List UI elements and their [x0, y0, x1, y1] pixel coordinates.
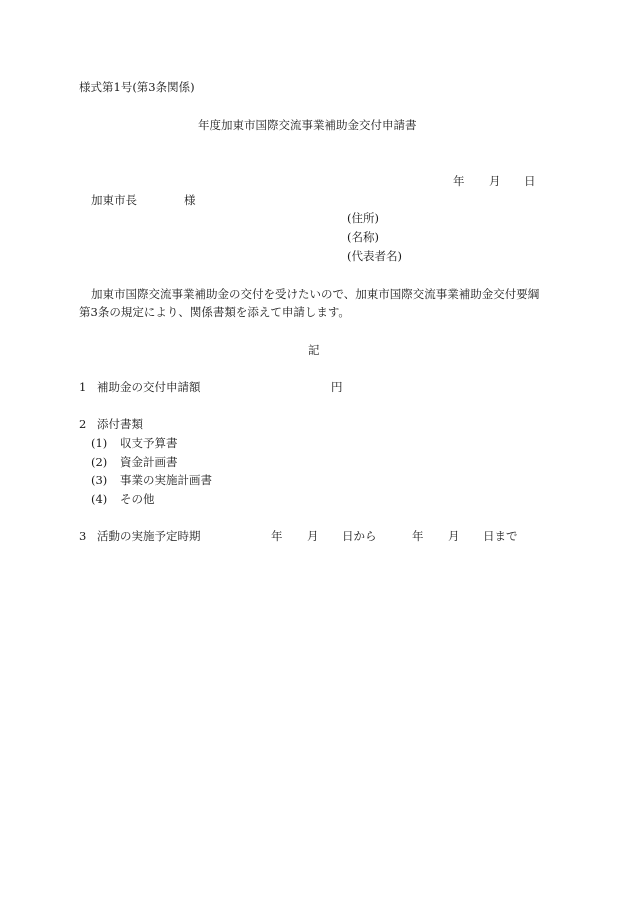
end-month: 月	[448, 529, 460, 543]
attachment-number: (2)	[91, 455, 108, 469]
start-month: 月	[307, 529, 319, 543]
item-3-number: 3	[79, 529, 87, 543]
form-number: 様式第1号(第3条関係)	[79, 80, 195, 94]
start-day: 日から	[342, 529, 377, 543]
start-year: 年	[271, 529, 283, 543]
addressee-honorific: 様	[184, 193, 196, 207]
item-2-number: 2	[79, 417, 87, 431]
end-year: 年	[412, 529, 424, 543]
body-line-1: 加東市国際交流事業補助金の交付を受けたいので、加東市国際交流事業補助金交付要綱	[91, 287, 540, 301]
attachment-number: (4)	[91, 492, 108, 506]
document-title: 年度加東市国際交流事業補助金交付申請書	[198, 118, 417, 132]
date-month: 月	[489, 174, 501, 188]
applicant-name-label: (名称)	[347, 230, 379, 244]
addressee-name: 加東市長	[91, 193, 137, 207]
date-day: 日	[524, 174, 536, 188]
end-day: 日まで	[483, 529, 518, 543]
body-line-2: 第3条の規定により、関係書類を添えて申請します。	[79, 305, 350, 319]
date-year: 年	[453, 174, 465, 188]
ki-heading: 記	[308, 343, 320, 357]
item-1-label: 補助金の交付申請額	[97, 380, 201, 394]
attachment-number: (1)	[91, 436, 108, 450]
attachment-text: 事業の実施計画書	[120, 473, 212, 487]
attachment-text: 収支予算書	[120, 436, 178, 450]
attachment-text: その他	[120, 492, 155, 506]
applicant-representative-label: (代表者名)	[347, 249, 402, 263]
item-2-label: 添付書類	[97, 417, 143, 431]
item-1-number: 1	[79, 380, 87, 394]
attachment-number: (3)	[91, 473, 108, 487]
applicant-address-label: (住所)	[347, 211, 379, 225]
item-1-unit: 円	[331, 380, 343, 394]
attachment-text: 資金計画書	[120, 455, 178, 469]
item-3-label: 活動の実施予定時期	[97, 529, 201, 543]
